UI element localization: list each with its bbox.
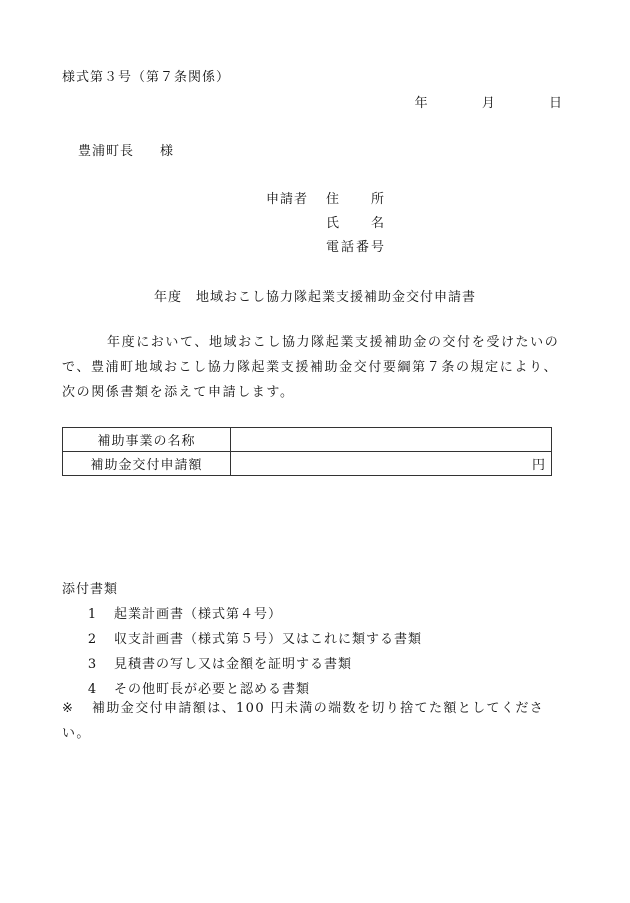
attachments-title: 添付書類 [62,582,119,597]
form-number: 様式第３号（第７条関係） [62,70,231,85]
project-name-value[interactable] [231,428,552,452]
addressee-name: 豊浦町長 [78,144,135,159]
month-label: 月 [481,96,495,111]
list-item [78,652,422,677]
item-text: 起業計画書（様式第４号） [114,607,283,622]
name-label: 氏 名 [326,216,387,231]
attachments-list [78,602,422,702]
applicant-role-label: 申請者 [266,192,309,207]
body-text: 年度において、地域おこし協力隊起業支援補助金の交付を受けたいので、豊浦町地域おこし協力隊起業支援補助金交付要綱第７条の規定により、次の関係書類を添えて申請します。 [62,335,560,400]
note-text: 補助金交付申請額は、100 円未満の端数を切り捨てた額としてください。 [62,701,545,741]
item-number: 3 [87,657,97,672]
title-text: 地域おこし協力隊起業支援補助金交付申請書 [196,290,477,305]
table-row [63,452,552,476]
item-text: その他町長が必要と認める書類 [114,682,311,697]
table-row [63,428,552,452]
address-label: 住 所 [326,192,387,207]
project-name-label: 補助事業の名称 [63,428,231,452]
addressee-honorific: 様 [160,144,175,159]
date-line [405,92,562,111]
item-number: 1 [87,607,97,622]
note [62,696,572,746]
day-label: 日 [548,96,562,111]
item-text: 見積書の写し又は金額を証明する書類 [114,657,353,672]
item-text: 収支計画書（様式第５号）又はこれに類する書類 [114,632,423,647]
phone-label: 電話番号 [326,240,387,255]
note-mark: ※ [62,701,75,716]
applicant-block [266,188,386,260]
title-year-label: 年度 [154,290,183,305]
document-title [154,286,476,305]
amount-label: 補助金交付申請額 [63,452,231,476]
amount-value[interactable]: 円 [231,452,552,476]
application-table [62,427,552,476]
body-paragraph [62,330,568,405]
year-label: 年 [414,96,428,111]
item-number: 4 [87,682,97,697]
item-number: 2 [87,632,97,647]
list-item [78,602,422,627]
list-item [78,627,422,652]
addressee [78,140,174,159]
